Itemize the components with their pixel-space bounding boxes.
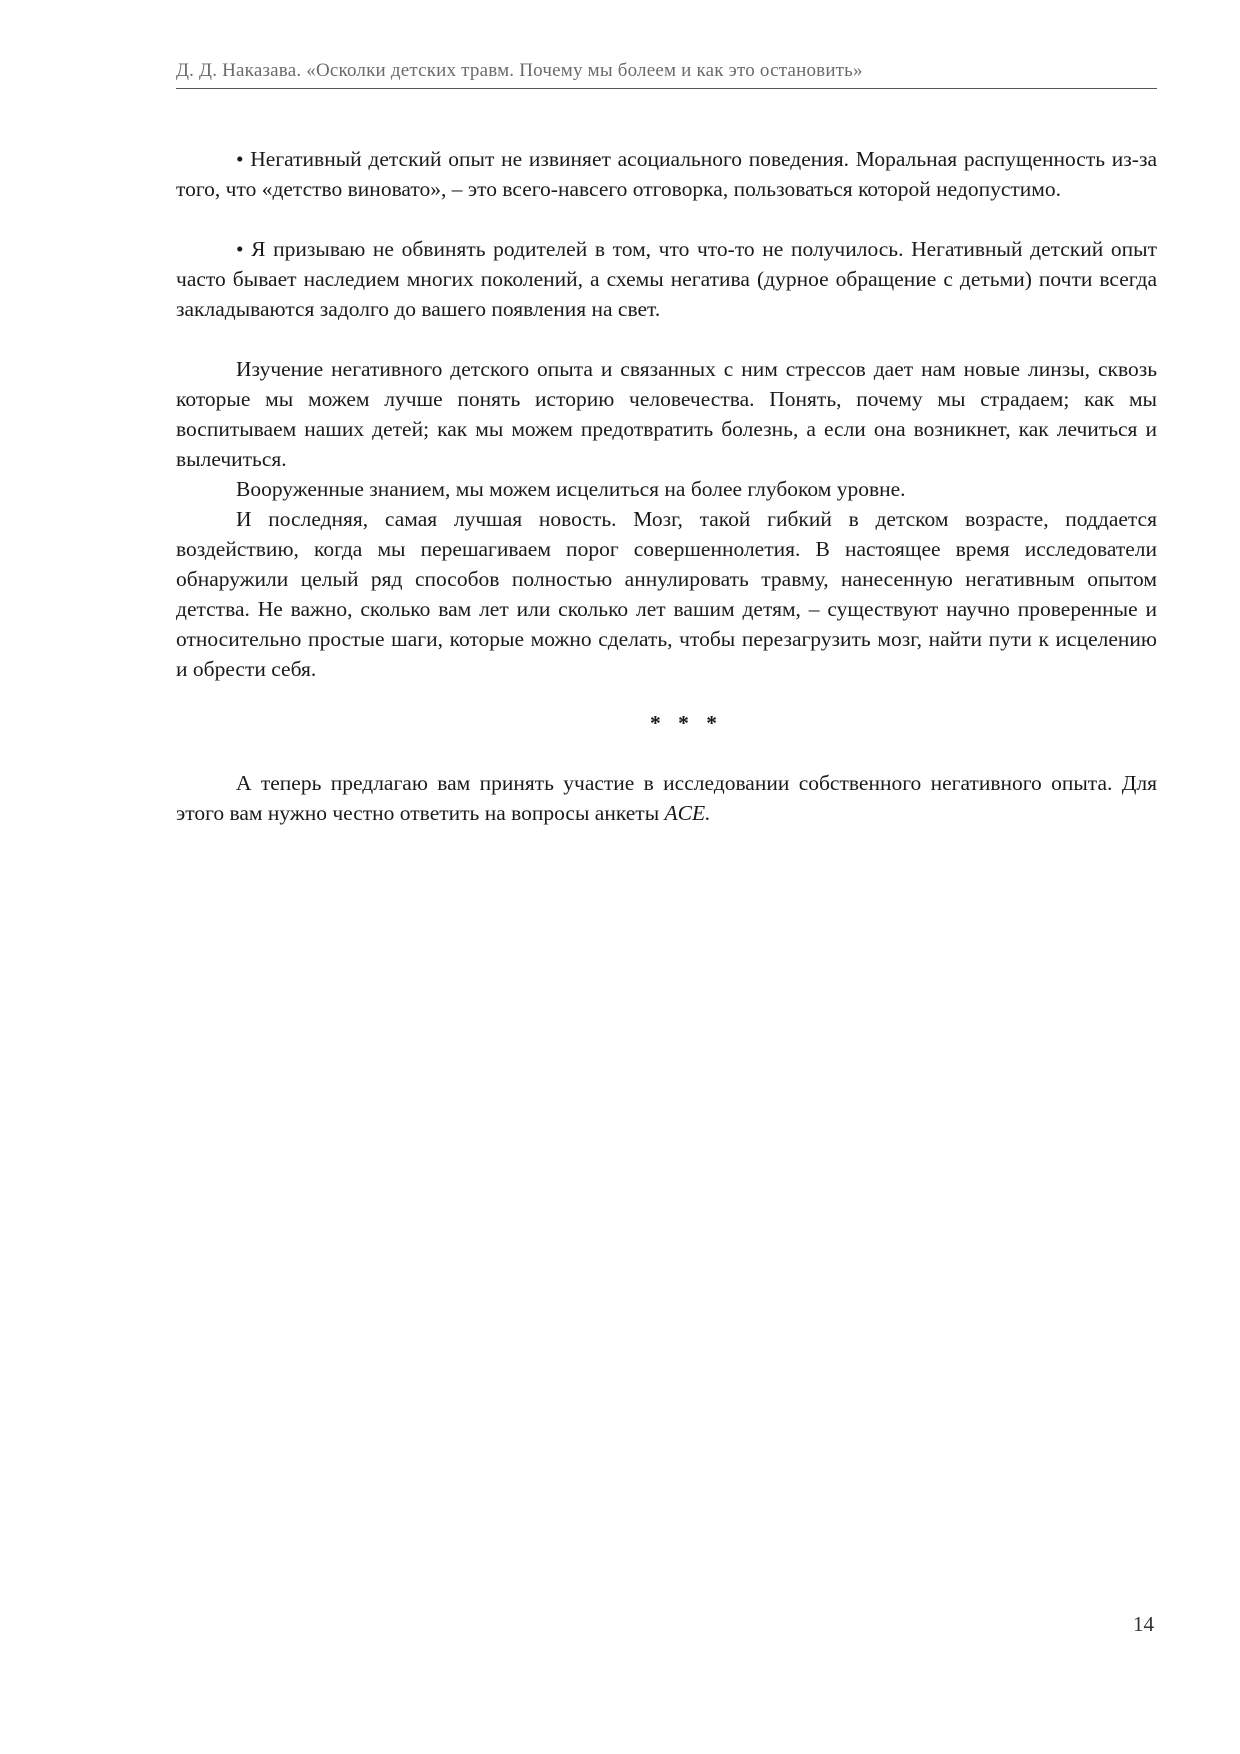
final-paragraph-text: А теперь предлагаю вам принять участие в исследовании собственного негативного опыта. Для этого вам нужно честно ответить на вопросы анкеты xyxy=(176,771,1157,825)
final-paragraph xyxy=(176,768,1157,828)
running-header xyxy=(176,58,1157,89)
running-title: Д. Д. Наказава. «Осколки детских травм. Почему мы болеем и как это остановить» xyxy=(176,60,863,81)
page-number: 14 xyxy=(1133,1612,1154,1636)
body-paragraph-3: И последняя, самая лучшая новость. Мозг, такой гибкий в детском возрасте, поддается воздействию, когда мы перешагиваем порог совершеннолетия. В настоящее время исследователи обнаружили целый ряд способов полностью аннулировать травму, нанесенную негативным опытом детства. Не важно, сколько вам лет или сколько лет вашим детям, – существуют научно проверенные и относительно простые шаги, которые можно сделать, чтобы перезагрузить мозг, найти пути к исцелению и обрести себя. xyxy=(176,507,1157,681)
bullet-paragraph-2: • Я призываю не обвинять родителей в том, что что-то не получилось. Негативный детский опыт часто бывает наследием многих поколений, а схемы негатива (дурное обращение с детьми) почти всегда закладываются задолго до вашего появления на свет. xyxy=(176,237,1157,321)
section-separator: * * * xyxy=(650,711,723,735)
body-paragraph-1: Изучение негативного детского опыта и связанных с ним стрессов дает нам новые линзы, сквозь которые мы можем лучше понять историю человечества. Понять, почему мы страдаем; как мы воспитываем наших детей; как мы можем предотвратить болезнь, а если она возникнет, как лечиться и вылечиться. xyxy=(176,357,1157,471)
bullet-paragraph-1: • Негативный детский опыт не извиняет асоциального поведения. Моральная распущенность из-за того, что «детство виновато», – это всего-навсего отговорка, пользоваться которой недопустимо. xyxy=(176,147,1157,201)
body-paragraph-2: Вооруженные знанием, мы можем исцелиться на более глубоком уровне. xyxy=(236,477,906,501)
page-body xyxy=(176,144,1157,828)
ace-term: ACE. xyxy=(664,801,711,825)
